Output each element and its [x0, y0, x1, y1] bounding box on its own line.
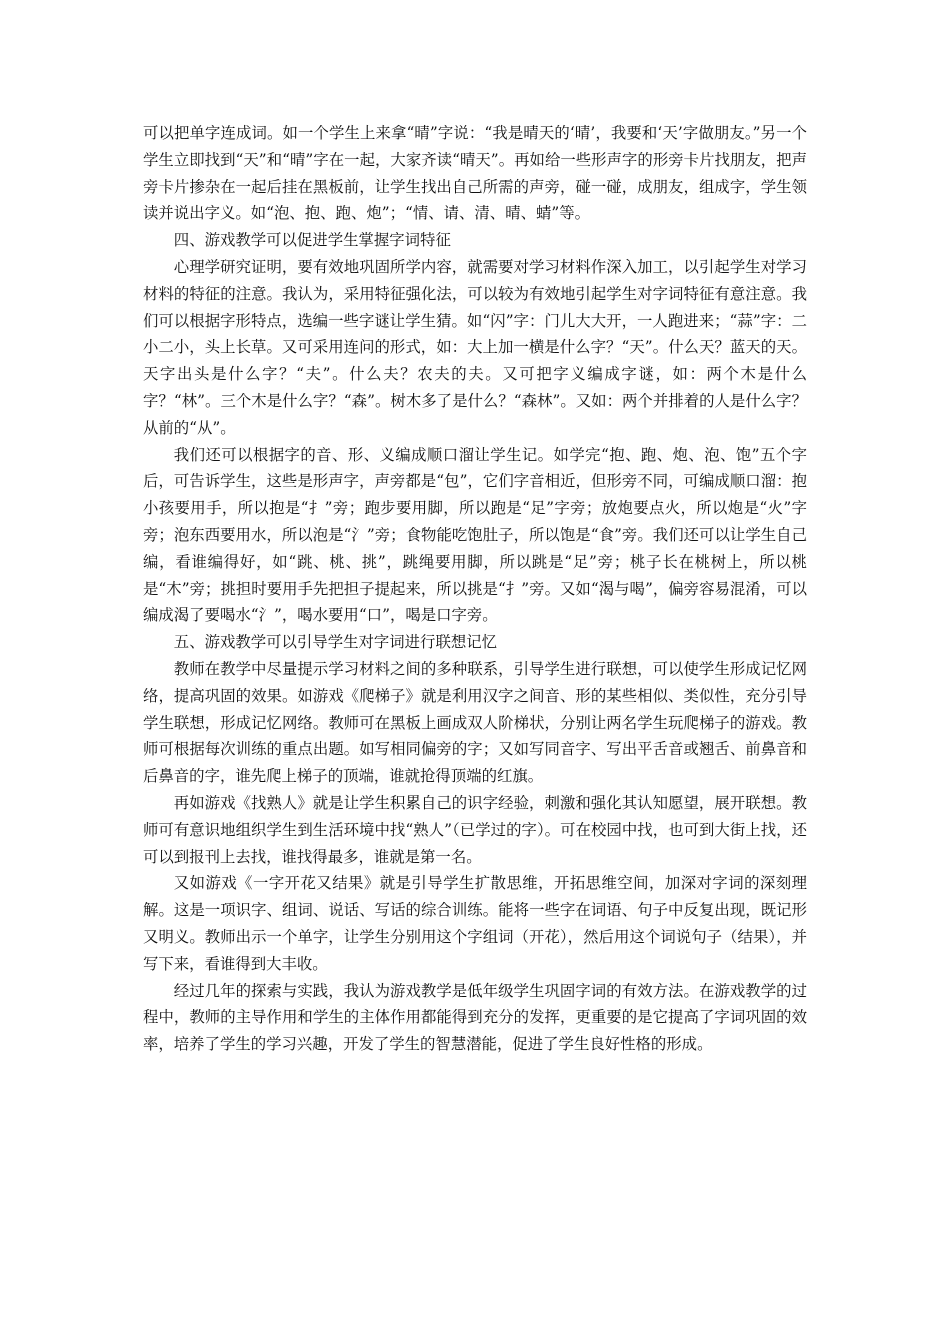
section-heading-5: 五、游戏教学可以引导学生对字词进行联想记忆	[173, 633, 498, 652]
paragraph-flower-fruit-game: 又如游戏《一字开花又结果》就是引导学生扩散思维，开拓思维空间，加深对字词的深刻理解。这是一项识字、组词、说话、写话的综合训练。能将一些字在词语、句子中反复出现，既记形又明义。教师出示一个单字，让学生分别用这个字组词（开花），然后用这个词说句子（结果），并写下来，看谁得到大丰收。	[143, 874, 807, 973]
paragraph-rhymes: 我们还可以根据字的音、形、义编成顺口溜让学生记。如学完“抱、跑、炮、泡、饱”五个字后，可告诉学生，这些是形声字，声旁都是“包”，它们字音相近，但形旁不同，可编成顺口溜：抱小孩要用手，所以抱是“扌”旁；跑步要用脚，所以跑是“足”字旁；放炮要点火，所以炮是“火”字旁；泡东西要用水，所以泡是“氵”旁；食物能吃饱肚子，所以饱是“食”旁。我们还可以让学生自己编，看谁编得好，如“跳、桃、挑”，跳绳要用脚，所以跳是“足”旁；桃子长在桃树上，所以桃是“木”旁；挑担时要用手先把担子提起来，所以挑是“扌”旁。又如“渴与喝”，偏旁容易混淆，可以编成渴了要喝水“氵”，喝水要用“口”，喝是口字旁。	[143, 445, 807, 625]
paragraph-conclusion: 经过几年的探索与实践，我认为游戏教学是低年级学生巩固字词的有效方法。在游戏教学的过程中，教师的主导作用和学生的主体作用都能得到充分的发挥，更重要的是它提高了字词巩固的效率，培养了学生的学习兴趣，开发了学生的智慧潜能，促进了学生良好性格的形成。	[143, 981, 807, 1054]
paragraph-find-acquaintance-game: 再如游戏《找熟人》就是让学生积累自己的识字经验，刺激和强化其认知愿望，展开联想。教师可有意识地组织学生到生活环境中找“熟人”（已学过的字）。可在校园中找，也可到大街上找，还可以到报刊上去找，谁找得最多，谁就是第一名。	[143, 793, 807, 866]
paragraph-ladder-game: 教师在教学中尽量提示学习材料之间的多种联系，引导学生进行联想，可以使学生形成记忆网络，提高巩固的效果。如游戏《爬梯子》就是利用汉字之间音、形的某些相似、类似性，充分引导学生联想，形成记忆网络。教师可在黑板上画成双人阶梯状，分别让两名学生玩爬梯子的游戏。教师可根据每次训练的重点出题。如写相同偏旁的字；又如写同音字、写出平舌音或翘舌、前鼻音和后鼻音的字，谁先爬上梯子的顶端，谁就抢得顶端的红旗。	[143, 659, 807, 786]
document-page	[143, 120, 807, 1058]
paragraph-riddles: 心理学研究证明，要有效地巩固所学内容，就需要对学习材料作深入加工，以引起学生对学习材料的特征的注意。我认为，采用特征强化法，可以较为有效地引起学生对字词特征有意注意。我们可以根据字形特点，选编一些字谜让学生猜。如“闪”字：门儿大大开，一人跑进来；“蒜”字：二小二小，头上长草。又可采用连问的形式，如：大上加一横是什么字？“天”。什么天？蓝天的天。天字出头是什么字？“夫”。什么夫？农夫的夫。又可把字义编成字谜，如：两个木是什么字？“林”。三个木是什么字？“森”。树木多了是什么？“森林”。又如：两个并排着的人是什么字？从前的“从”。	[143, 257, 807, 437]
section-heading-4: 四、游戏教学可以促进学生掌握字词特征	[173, 231, 451, 250]
paragraph-continuation: 可以把单字连成词。如一个学生上来拿“晴”字说：“我是晴天的‘晴’，我要和‘天’字做朋友。”另一个学生立即找到“天”和“晴”字在一起，大家齐读“晴天”。再如给一些形声字的形旁卡片找朋友，把声旁卡片掺杂在一起后挂在黑板前，让学生找出自己所需的声旁，碰一碰，成朋友，组成字，学生领读并说出字义。如“泡、抱、跑、炮”；“情、请、清、晴、蜻”等。	[143, 124, 807, 223]
